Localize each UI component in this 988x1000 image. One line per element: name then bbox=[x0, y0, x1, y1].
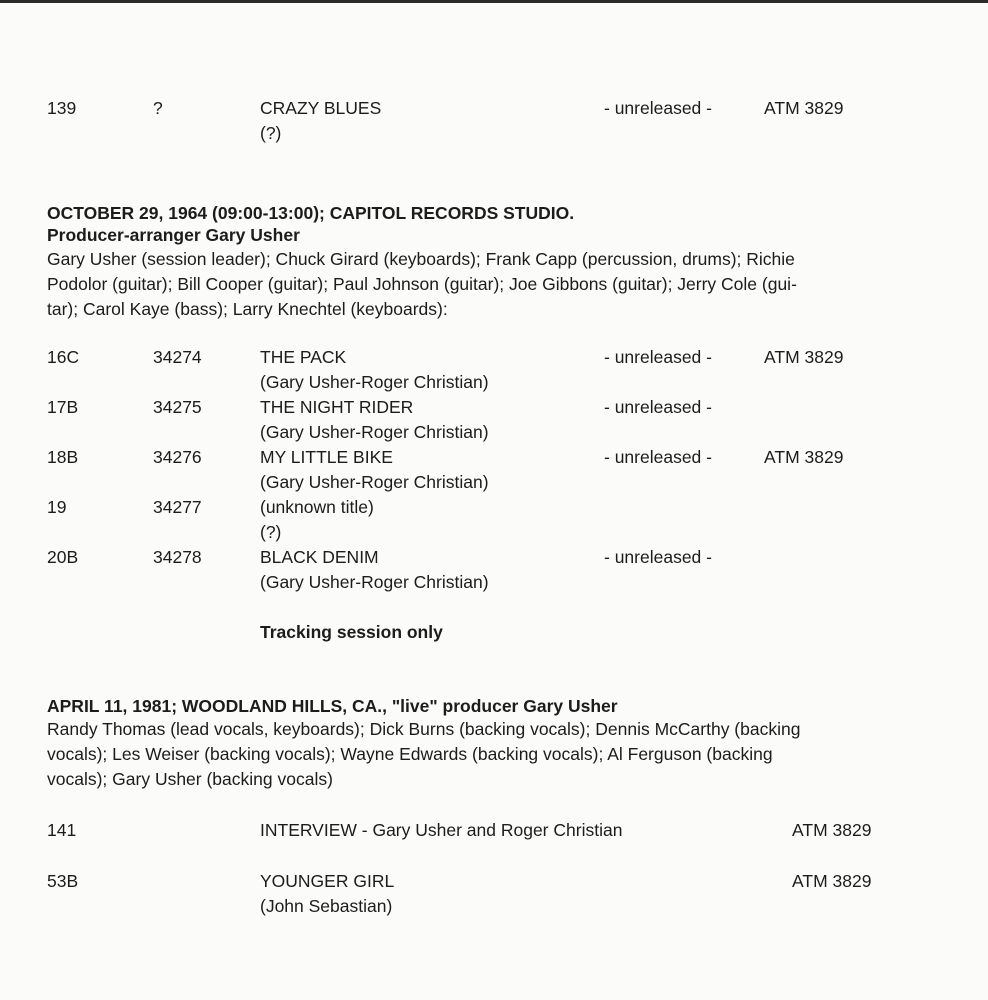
track-number: 16C bbox=[47, 347, 80, 367]
track-writers: (John Sebastian) bbox=[260, 896, 393, 916]
matrix-number: ? bbox=[153, 98, 163, 118]
session-heading: OCTOBER 29, 1964 (09:00-13:00); CAPITOL RECORDS STUDIO. bbox=[47, 203, 575, 223]
track-writers: (Gary Usher-Roger Christian) bbox=[260, 372, 489, 392]
track-title: BLACK DENIM bbox=[260, 547, 379, 567]
track-title: THE NIGHT RIDER bbox=[260, 397, 414, 417]
track-title: (unknown title) bbox=[260, 497, 374, 517]
personnel-line: Podolor (guitar); Bill Cooper (guitar); Paul Johnson (guitar); Joe Gibbons (guitar); Jerry Cole (gui- bbox=[47, 274, 797, 294]
track-writers: (Gary Usher-Roger Christian) bbox=[260, 472, 489, 492]
track-title: THE PACK bbox=[260, 347, 347, 367]
matrix-number: 34274 bbox=[153, 347, 202, 367]
track-title: INTERVIEW - Gary Usher and Roger Christian bbox=[260, 820, 623, 840]
release-status: - unreleased - bbox=[604, 98, 712, 118]
track-number: 17B bbox=[47, 397, 79, 417]
personnel-line: Gary Usher (session leader); Chuck Girard (keyboards); Frank Capp (percussion, drums); Richie bbox=[47, 249, 795, 269]
track-writers: (?) bbox=[260, 123, 282, 143]
session-personnel bbox=[47, 717, 942, 792]
personnel-line: vocals); Gary Usher (backing vocals) bbox=[47, 769, 333, 789]
track-writers: (?) bbox=[260, 522, 282, 542]
track-title: MY LITTLE BIKE bbox=[260, 447, 393, 467]
track-writers: (Gary Usher-Roger Christian) bbox=[260, 572, 489, 592]
track-number: 18B bbox=[47, 447, 79, 467]
personnel-line: Randy Thomas (lead vocals, keyboards); Dick Burns (backing vocals); Dennis McCarthy (backing bbox=[47, 719, 801, 739]
matrix-number: 34277 bbox=[153, 497, 202, 517]
release-status: - unreleased - bbox=[604, 547, 712, 567]
matrix-number: 34275 bbox=[153, 397, 202, 417]
track-title: CRAZY BLUES bbox=[260, 98, 382, 118]
track-number: 20B bbox=[47, 547, 79, 567]
track-number: 53B bbox=[47, 871, 79, 891]
track-number: 139 bbox=[47, 98, 77, 118]
track-number: 141 bbox=[47, 820, 77, 840]
release-reference: ATM 3829 bbox=[764, 447, 844, 467]
session-personnel bbox=[47, 247, 942, 322]
release-reference: ATM 3829 bbox=[764, 347, 844, 367]
session-heading: APRIL 11, 1981; WOODLAND HILLS, CA., "live" producer Gary Usher bbox=[47, 696, 618, 716]
release-status: - unreleased - bbox=[604, 397, 712, 417]
release-reference: ATM 3829 bbox=[792, 820, 872, 840]
track-title: YOUNGER GIRL bbox=[260, 871, 395, 891]
release-reference: ATM 3829 bbox=[792, 871, 872, 891]
personnel-line: vocals); Les Weiser (backing vocals); Wayne Edwards (backing vocals); Al Ferguson (backing bbox=[47, 744, 773, 764]
release-status: - unreleased - bbox=[604, 347, 712, 367]
session-producer: Producer-arranger Gary Usher bbox=[47, 225, 300, 245]
matrix-number: 34278 bbox=[153, 547, 202, 567]
release-reference: ATM 3829 bbox=[764, 98, 844, 118]
release-status: - unreleased - bbox=[604, 447, 712, 467]
personnel-line: tar); Carol Kaye (bass); Larry Knechtel (keyboards): bbox=[47, 299, 448, 319]
session-note: Tracking session only bbox=[260, 622, 443, 642]
matrix-number: 34276 bbox=[153, 447, 202, 467]
track-number: 19 bbox=[47, 497, 67, 517]
track-writers: (Gary Usher-Roger Christian) bbox=[260, 422, 489, 442]
